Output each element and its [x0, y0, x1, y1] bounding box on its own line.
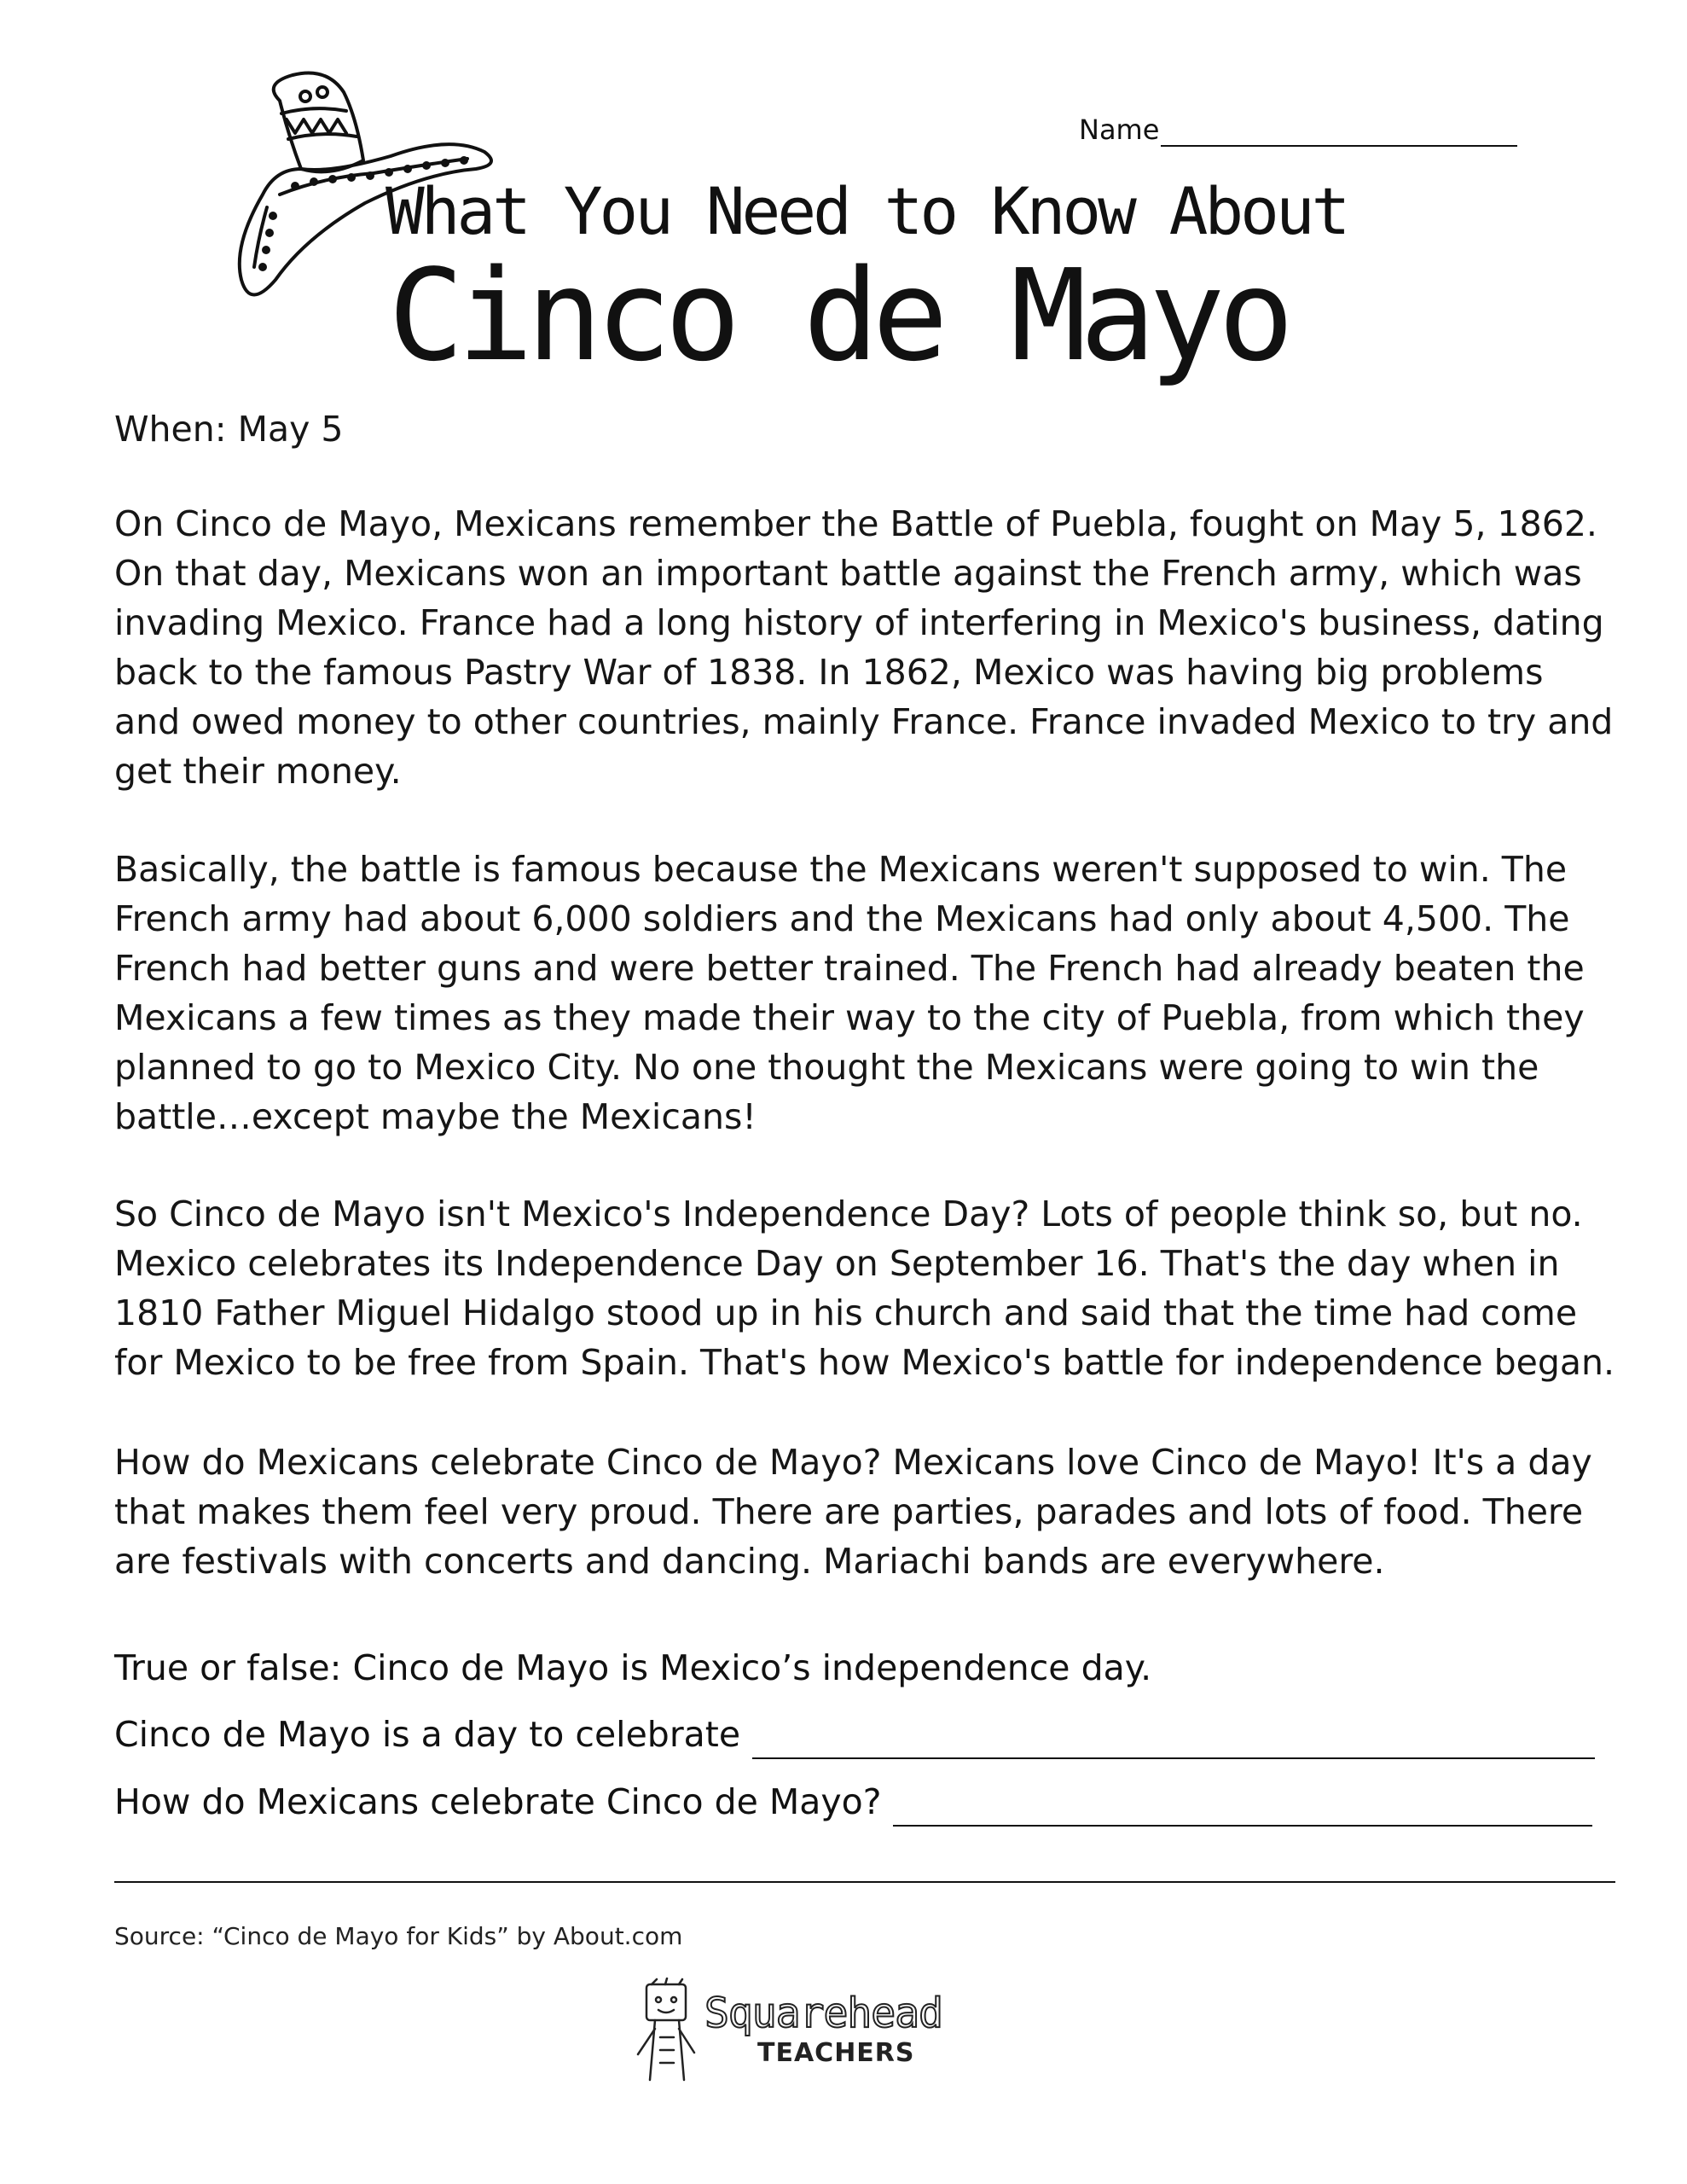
paragraph-why-famous: Basically, the battle is famous because the Mexicans weren't supposed to win. The French army had about 6,000 soldiers and the Mexicans had only about 4,500. The French had better guns and were better trained. The French had already beaten the Mexicans a few times as they made their way to the city of Puebla, from which they planned to go to Mexico City. No one thought the Mexicans were going to win the battle…except maybe the Mexicans! — [114, 849, 1585, 1137]
question-how-celebrate — [114, 1777, 1592, 1827]
logo-text-teachers: TEACHERS — [757, 2038, 915, 2068]
answer-line[interactable] — [752, 1720, 1595, 1759]
question-true-false — [114, 1643, 1151, 1693]
paragraph-independence-day: So Cinco de Mayo isn't Mexico's Independence Day? Lots of people think so, but no. Mexico celebrates its Independence Day on September 16. That's the day when in 1810 Father Miguel Hidalgo stood up in his church and said that the time had come for Mexico to be free from Spain. That's how Mexico's battle for independence began. — [114, 1194, 1615, 1383]
source-citation: Source: “Cinco de Mayo for Kids” by About.com — [114, 1922, 683, 1950]
logo-text-squarehead: Squarehead — [704, 1989, 942, 2037]
name-label: Name — [1079, 113, 1160, 146]
question-text: Cinco de Mayo is a day to celebrate — [114, 1714, 741, 1755]
page-title: Cinco de Mayo — [388, 242, 1288, 389]
name-field[interactable] — [1079, 113, 1517, 147]
answer-line-extra[interactable] — [114, 1881, 1615, 1883]
paragraph-celebration: How do Mexicans celebrate Cinco de Mayo? Mexicans love Cinco de Mayo! It's a day that makes them feel very proud. There are parties, parades and lots of food. There are festivals with concerts and dancing. Mariachi bands are everywhere. — [114, 1442, 1592, 1582]
question-text: How do Mexicans celebrate Cinco de Mayo? — [114, 1781, 882, 1822]
when-line: When: May 5 — [114, 409, 344, 450]
answer-line[interactable] — [893, 1787, 1592, 1827]
question-text: True or false: Cinco de Mayo is Mexico’s independence day. — [114, 1647, 1152, 1688]
question-celebrate — [114, 1710, 1595, 1759]
squarehead-teachers-logo — [631, 1978, 972, 2088]
squarehead-figure-icon — [638, 1978, 694, 2080]
name-line[interactable] — [1161, 119, 1517, 147]
paragraph-battle-of-puebla: On Cinco de Mayo, Mexicans remember the Battle of Puebla, fought on May 5, 1862. On that day, Mexicans won an important battle against the French army, which was invading Mexico. France had a long history of interfering in Mexico's business, dating back to the famous Pastry War of 1838. In 1862, Mexico was having big problems and owed money to other countries, mainly France. France invaded Mexico to try and get their money. — [114, 503, 1614, 792]
title-subheading: What You Need to Know About — [386, 173, 1348, 249]
